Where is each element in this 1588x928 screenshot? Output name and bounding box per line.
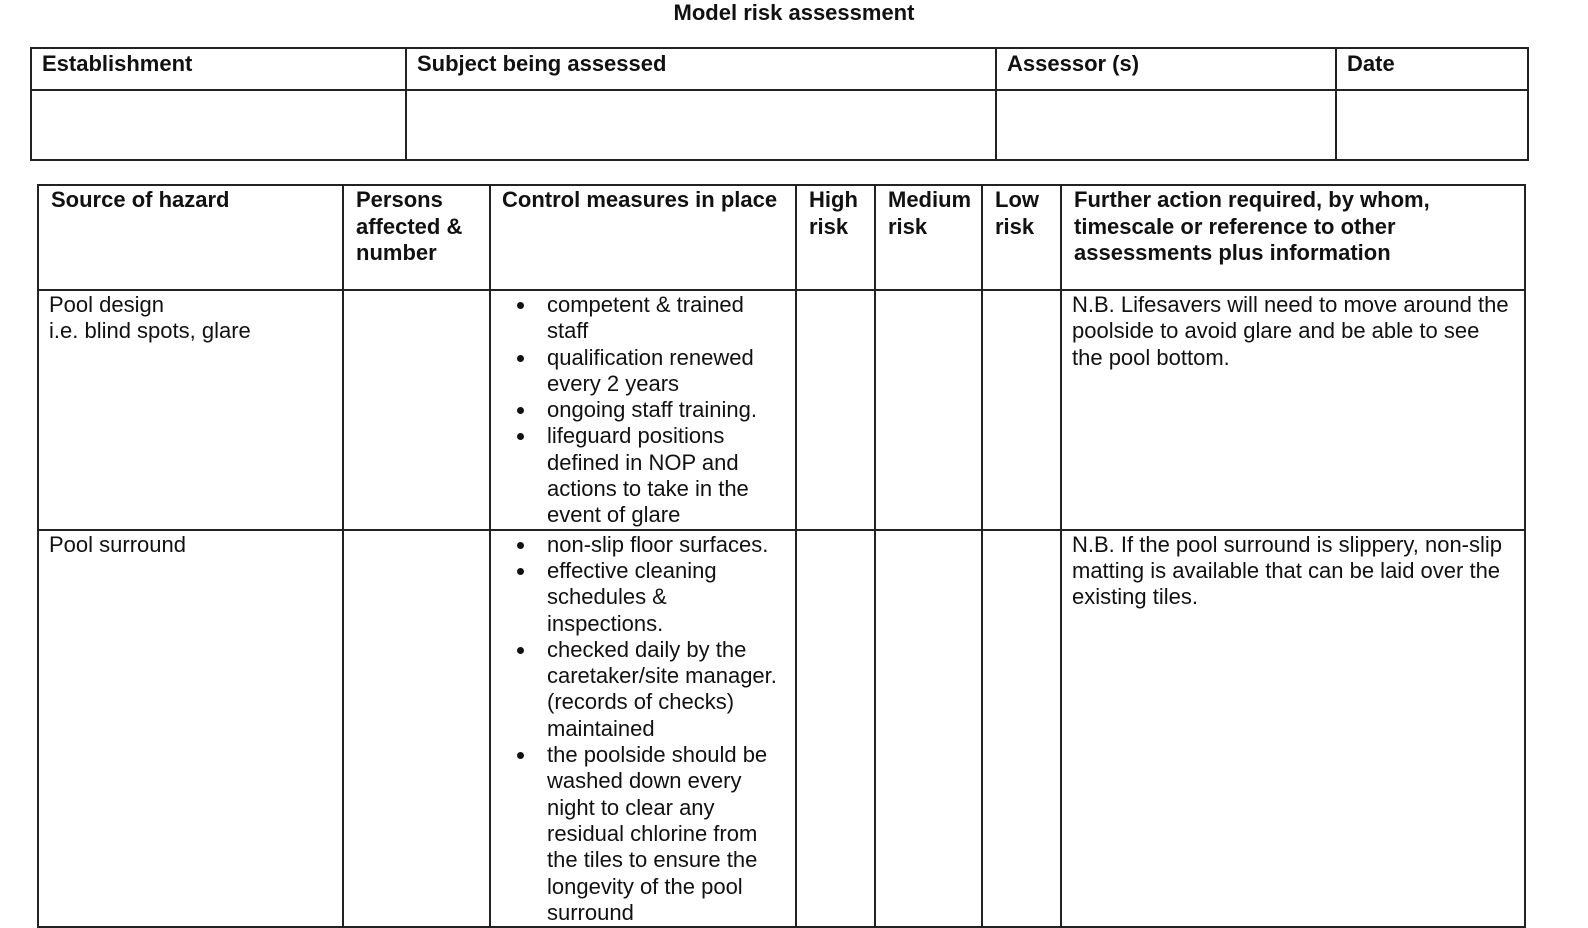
further-action-header: Further action required, by whom, timescale or reference to other assessments plus information xyxy=(1061,185,1525,290)
low-risk-cell xyxy=(982,290,1061,530)
list-item: • checked daily by the caretaker/site manager. (records of checks) maintained xyxy=(537,637,789,742)
control-measures-cell xyxy=(490,530,796,927)
table-row xyxy=(38,290,1525,530)
medium-risk-cell xyxy=(875,290,982,530)
assessor-header: Assessor (s) xyxy=(996,48,1336,90)
further-action-cell: N.B. If the pool surround is slippery, non-slip matting is available that can be laid over the existing tiles. xyxy=(1061,530,1525,927)
establishment-value xyxy=(31,90,406,160)
control-measures-header: Control measures in place xyxy=(490,185,796,290)
persons-cell xyxy=(343,290,490,530)
table-row xyxy=(38,530,1525,927)
medium-risk-cell xyxy=(875,530,982,927)
list-item: • effective cleaning schedules & inspections. xyxy=(537,558,789,637)
source-of-hazard-header: Source of hazard xyxy=(38,185,343,290)
source-cell xyxy=(38,530,343,927)
info-value-row xyxy=(31,90,1528,160)
establishment-header: Establishment xyxy=(31,48,406,90)
risk-header-row xyxy=(38,185,1525,290)
list-item: • qualification renewed every 2 years xyxy=(537,345,789,398)
high-risk-cell xyxy=(796,290,875,530)
source-title: Pool design xyxy=(49,292,164,317)
list-item: • non-slip floor surfaces. xyxy=(537,532,789,558)
control-measures-list xyxy=(503,292,789,529)
low-risk-header: Low risk xyxy=(982,185,1061,290)
persons-affected-header: Persons affected & number xyxy=(343,185,490,290)
low-risk-cell xyxy=(982,530,1061,927)
risk-assessment-table xyxy=(37,184,1526,928)
source-detail: i.e. blind spots, glare xyxy=(49,318,251,344)
assessor-value xyxy=(996,90,1336,160)
source-cell xyxy=(38,290,343,530)
list-item: • lifeguard positions defined in NOP and actions to take in the event of glare xyxy=(537,423,789,528)
subject-header: Subject being assessed xyxy=(406,48,996,90)
medium-risk-header: Medium risk xyxy=(875,185,982,290)
high-risk-header: High risk xyxy=(796,185,875,290)
further-action-cell: N.B. Lifesavers will need to move around the poolside to avoid glare and be able to see the pool bottom. xyxy=(1061,290,1525,530)
subject-value xyxy=(406,90,996,160)
control-measures-list xyxy=(503,532,789,926)
source-title: Pool surround xyxy=(49,531,186,557)
persons-cell xyxy=(343,530,490,927)
list-item: • ongoing staff training. xyxy=(537,397,789,423)
control-measures-cell xyxy=(490,290,796,530)
list-item: • the poolside should be washed down every night to clear any residual chlorine from the tiles to ensure the longevity of the pool surround xyxy=(537,742,789,926)
assessment-info-table xyxy=(30,47,1529,161)
date-header: Date xyxy=(1336,48,1528,90)
high-risk-cell xyxy=(796,530,875,927)
list-item: • competent & trained staff xyxy=(537,292,789,345)
info-header-row xyxy=(31,48,1528,90)
document-title: Model risk assessment xyxy=(673,0,915,25)
date-value xyxy=(1336,90,1528,160)
